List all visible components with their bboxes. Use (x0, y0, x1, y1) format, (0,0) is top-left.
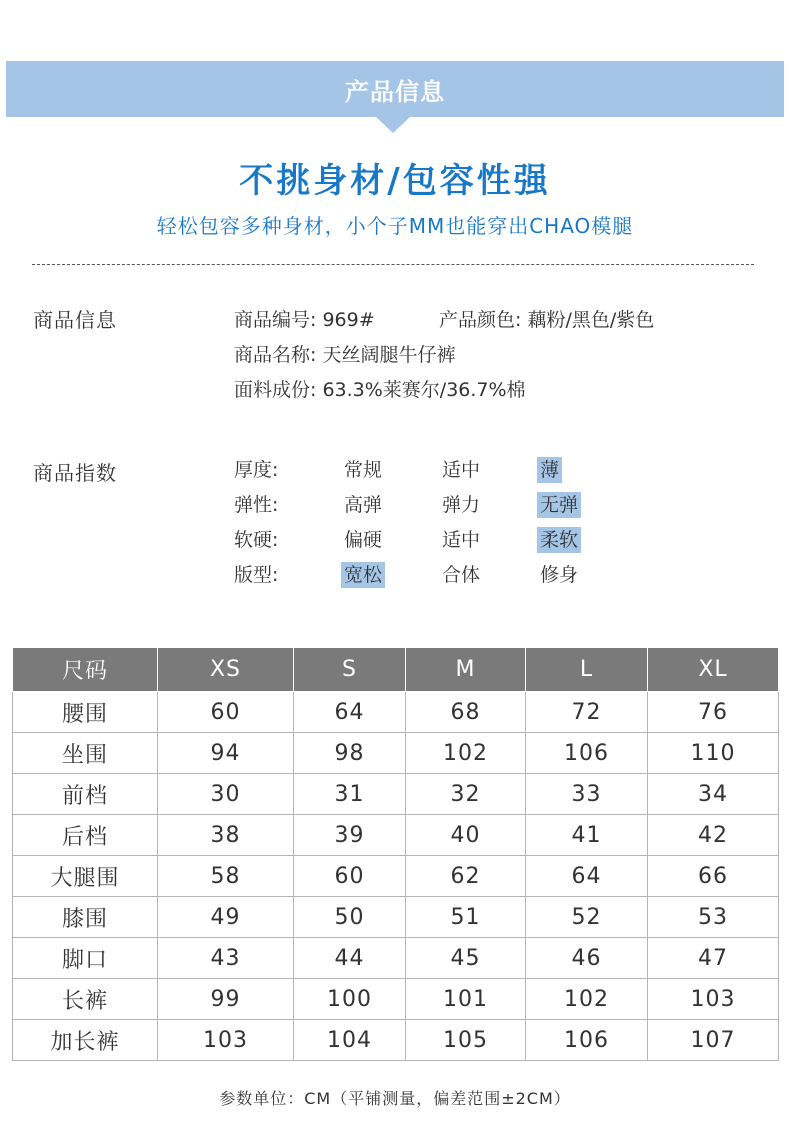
subheadline: 轻松包容多种身材，小个子MM也能穿出CHAO模腿 (156, 214, 634, 238)
section-banner (6, 61, 784, 117)
table-row (13, 856, 779, 897)
size-table (12, 647, 779, 1061)
header-s: S (294, 648, 406, 692)
index-row-name: 厚度: (234, 459, 279, 481)
banner-title: 产品信息 (345, 77, 445, 106)
measurement-name: 腰围 (13, 692, 158, 733)
measurement-value: 103 (158, 1020, 294, 1061)
measurement-value: 60 (294, 856, 406, 897)
measurement-value: 32 (406, 774, 526, 815)
table-row (13, 897, 779, 938)
measurement-value: 103 (648, 979, 779, 1020)
product-index-label: 商品指数 (33, 461, 117, 485)
index-row-name: 弹性: (234, 494, 279, 516)
measurement-value: 62 (406, 856, 526, 897)
measurement-value: 50 (294, 897, 406, 938)
table-row (13, 692, 779, 733)
measurement-value: 51 (406, 897, 526, 938)
measurement-value: 58 (158, 856, 294, 897)
measurement-value: 105 (406, 1020, 526, 1061)
measurement-value: 64 (526, 856, 648, 897)
product-name: 商品名称: 天丝阔腿牛仔裤 (234, 344, 456, 366)
measurement-name: 膝围 (13, 897, 158, 938)
measurement-value: 53 (648, 897, 779, 938)
table-row (13, 774, 779, 815)
measurement-value: 94 (158, 733, 294, 774)
header-xs: XS (158, 648, 294, 692)
measurement-value: 49 (158, 897, 294, 938)
measurement-name: 脚口 (13, 938, 158, 979)
table-row (13, 815, 779, 856)
measurement-value: 31 (294, 774, 406, 815)
index-option: 常规 (344, 459, 383, 481)
measurement-value: 102 (526, 979, 648, 1020)
measurement-value: 47 (648, 938, 779, 979)
measurement-value: 72 (526, 692, 648, 733)
measurement-value: 33 (526, 774, 648, 815)
measurement-value: 100 (294, 979, 406, 1020)
measurement-value: 41 (526, 815, 648, 856)
dashed-divider (32, 264, 754, 265)
index-row-name: 软硬: (234, 529, 279, 551)
index-row-name: 版型: (234, 564, 279, 586)
measurement-value: 107 (648, 1020, 779, 1061)
header-xl: XL (648, 648, 779, 692)
product-info-label: 商品信息 (33, 308, 117, 332)
banner-arrow (376, 117, 410, 133)
product-fabric: 面料成份: 63.3%莱赛尔/36.7%棉 (234, 379, 526, 401)
measurement-value: 39 (294, 815, 406, 856)
measurement-name: 坐围 (13, 733, 158, 774)
index-option-selected: 柔软 (537, 527, 581, 553)
product-color: 产品颜色: 藕粉/黑色/紫色 (439, 309, 655, 331)
table-row (13, 938, 779, 979)
measurement-value: 76 (648, 692, 779, 733)
index-option: 适中 (442, 459, 481, 481)
table-row (13, 979, 779, 1020)
header-size: 尺码 (13, 648, 158, 692)
measurement-value: 101 (406, 979, 526, 1020)
measurement-name: 前档 (13, 774, 158, 815)
measurement-value: 46 (526, 938, 648, 979)
measurement-value: 102 (406, 733, 526, 774)
measurement-value: 60 (158, 692, 294, 733)
measurement-value: 98 (294, 733, 406, 774)
measurement-value: 45 (406, 938, 526, 979)
headline: 不挑身材/包容性强 (239, 161, 551, 201)
measurement-value: 40 (406, 815, 526, 856)
measurement-value: 38 (158, 815, 294, 856)
unit-footnote: 参数单位：CM（平铺测量，偏差范围±2CM） (219, 1089, 571, 1108)
measurement-value: 106 (526, 1020, 648, 1061)
index-option: 弹力 (442, 494, 481, 516)
measurement-value: 110 (648, 733, 779, 774)
measurement-value: 106 (526, 733, 648, 774)
header-m: M (406, 648, 526, 692)
measurement-value: 99 (158, 979, 294, 1020)
table-row (13, 733, 779, 774)
index-option-selected: 无弹 (537, 492, 581, 518)
product-code: 商品编号: 969# (234, 309, 375, 331)
index-option-selected: 薄 (537, 457, 562, 483)
measurement-value: 64 (294, 692, 406, 733)
measurement-value: 44 (294, 938, 406, 979)
index-option: 高弹 (344, 494, 383, 516)
measurement-value: 104 (294, 1020, 406, 1061)
measurement-value: 34 (648, 774, 779, 815)
index-option: 修身 (540, 564, 579, 586)
measurement-value: 43 (158, 938, 294, 979)
measurement-value: 30 (158, 774, 294, 815)
measurement-name: 长裤 (13, 979, 158, 1020)
index-option: 偏硬 (344, 529, 383, 551)
measurement-value: 52 (526, 897, 648, 938)
measurement-name: 大腿围 (13, 856, 158, 897)
size-table-header (13, 648, 779, 692)
table-row (13, 1020, 779, 1061)
measurement-name: 加长裤 (13, 1020, 158, 1061)
measurement-value: 66 (648, 856, 779, 897)
measurement-name: 后档 (13, 815, 158, 856)
index-option-selected: 宽松 (341, 562, 385, 588)
measurement-value: 42 (648, 815, 779, 856)
header-l: L (526, 648, 648, 692)
index-option: 合体 (442, 564, 481, 586)
index-option: 适中 (442, 529, 481, 551)
measurement-value: 68 (406, 692, 526, 733)
